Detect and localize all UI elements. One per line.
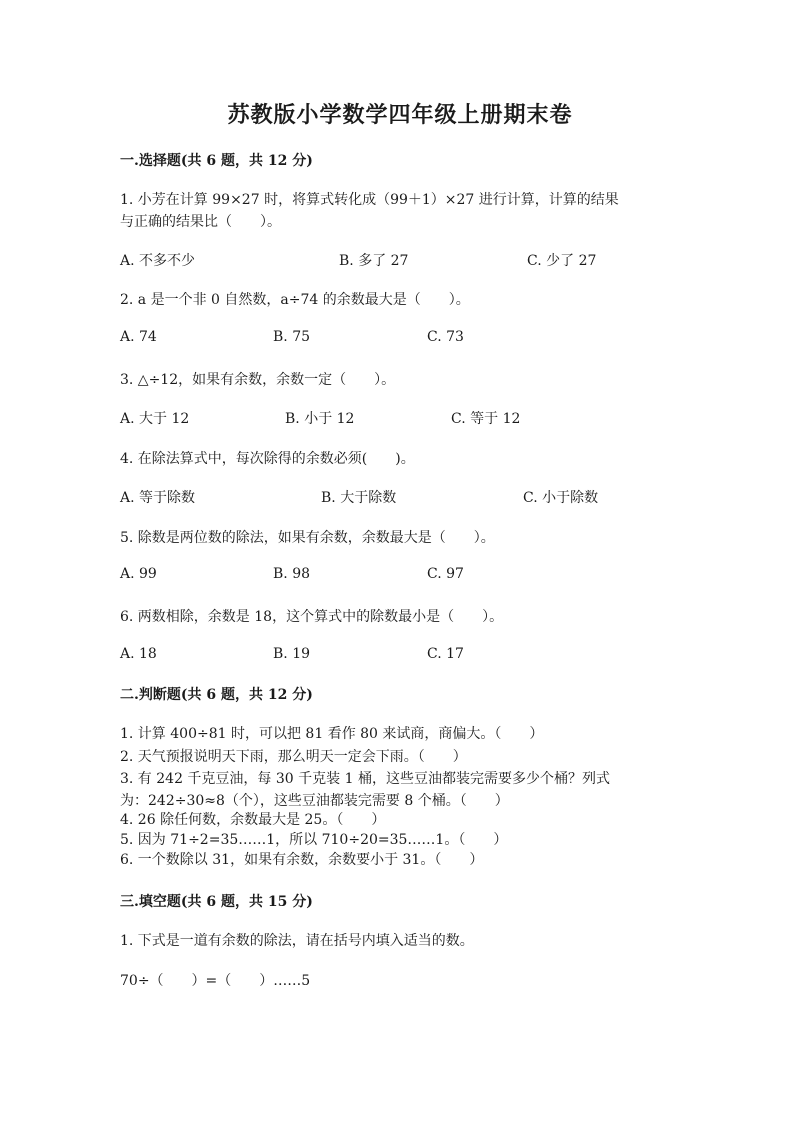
question-5-option-a: A. 99: [120, 566, 157, 582]
question-6-option-c: C. 17: [427, 646, 464, 662]
question-2-option-a: A. 74: [120, 329, 157, 345]
question-4-text: 4. 在除法算式中，每次除得的余数必须( )。: [120, 451, 415, 467]
judgement-line-3: 3. 有 242 千克豆油，每 30 千克装 1 桶，这些豆油都装完需要多少个桶？列式: [120, 771, 610, 787]
fill-question-1-text: 1. 下式是一道有余数的除法，请在括号内填入适当的数。: [120, 933, 474, 949]
question-6-option-b: B. 19: [273, 646, 311, 662]
question-1-option-a: A. 不多不少: [120, 253, 196, 269]
page-title: 苏教版小学数学四年级上册期末卷: [227, 102, 573, 128]
judgement-line-4: 为：242÷30≈8（个），这些豆油都装完需要 8 个桶。（ ）: [120, 793, 509, 809]
question-3-option-c: C. 等于 12: [451, 411, 521, 427]
question-2-text: 2. a 是一个非 0 自然数，a÷74 的余数最大是（ ）。: [120, 292, 470, 308]
question-6-text: 6. 两数相除，余数是 18，这个算式中的除数最小是（ ）。: [120, 609, 504, 625]
question-6-option-a: A. 18: [120, 646, 157, 662]
fill-question-1-formula: 70÷（ ）=（ ）……5: [120, 973, 311, 989]
question-3-option-a: A. 大于 12: [120, 411, 190, 427]
question-5-option-c: C. 97: [427, 566, 464, 582]
question-2-option-c: C. 73: [427, 329, 464, 345]
question-3-text: 3. △÷12，如果有余数，余数一定（ ）。: [120, 372, 396, 388]
question-5-text: 5. 除数是两位数的除法，如果有余数，余数最大是（ ）。: [120, 530, 495, 546]
question-2-option-b: B. 75: [273, 329, 311, 345]
judgement-line-7: 6. 一个数除以 31，如果有余数，余数要小于 31。（ ）: [120, 852, 484, 868]
judgement-line-1: 1. 计算 400÷81 时，可以把 81 看作 80 来试商，商偏大。（ ）: [120, 726, 544, 742]
question-1-option-c: C. 少了 27: [527, 253, 597, 269]
question-4-option-b: B. 大于除数: [321, 490, 397, 506]
judgement-line-6: 5. 因为 71÷2=35……1，所以 710÷20=35……1。（ ）: [120, 832, 508, 848]
question-1-line-2: 与正确的结果比（ ）。: [120, 214, 281, 230]
question-1-option-b: B. 多了 27: [339, 253, 409, 269]
judgement-line-5: 4. 26 除任何数，余数最大是 25。（ ）: [120, 812, 386, 828]
question-5-option-b: B. 98: [273, 566, 311, 582]
section-heading-judgement: 二.判断题(共 6 题，共 12 分): [120, 687, 313, 703]
section-heading-choice: 一.选择题(共 6 题，共 12 分): [120, 153, 313, 169]
question-4-option-a: A. 等于除数: [120, 490, 196, 506]
section-heading-fill-in: 三.填空题(共 6 题，共 15 分): [120, 894, 313, 910]
question-1-line-1: 1. 小芳在计算 99×27 时，将算式转化成（99＋1）×27 进行计算，计算的结果: [120, 192, 619, 208]
question-3-option-b: B. 小于 12: [285, 411, 355, 427]
question-4-option-c: C. 小于除数: [523, 490, 599, 506]
judgement-line-2: 2. 天气预报说明天下雨，那么明天一定会下雨。（ ）: [120, 749, 467, 765]
